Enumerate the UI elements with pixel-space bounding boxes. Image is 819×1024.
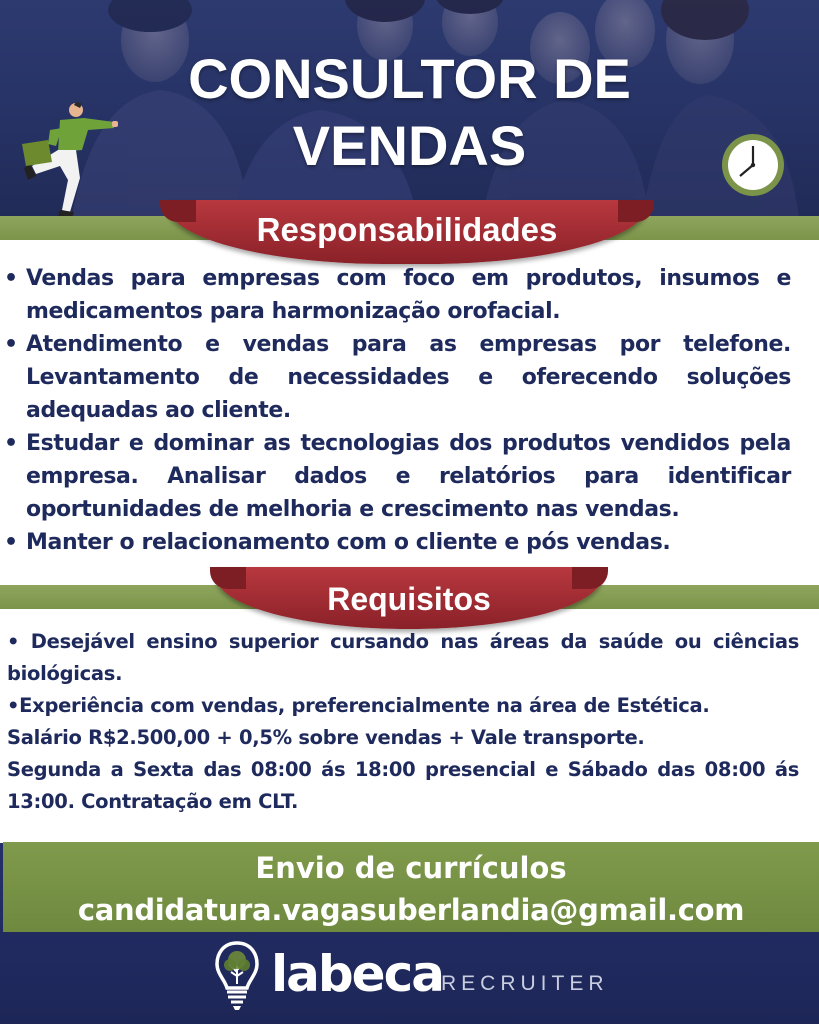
- requisitos-text: [7, 626, 799, 818]
- list-item-text: Vendas para empresas com foco em produtos, insumos e medicamentos para harmonização orofacial.: [26, 266, 791, 324]
- list-item-text: Estudar e dominar as tecnologias dos produtos vendidos pela empresa. Analisar dados e relatórios para identificar oportunidades de melhoria e crescimento nas vendas.: [26, 431, 791, 522]
- brand-logo: [215, 938, 635, 1018]
- list-item-text: Manter o relacionamento com o cliente e pós vendas.: [26, 530, 671, 555]
- application-box: [3, 842, 819, 932]
- requisito-line: Salário R$2.500,00 + 0,5% sobre vendas + Vale transporte.: [7, 726, 645, 749]
- application-title: Envio de currículos: [255, 851, 567, 885]
- list-item: [0, 328, 819, 427]
- requisito-line: Segunda a Sexta das 08:00 ás 18:00 presencial e Sábado das 08:00 ás 13:00. Contratação em CLT.: [7, 758, 799, 813]
- bullet: •: [4, 332, 18, 357]
- section-heading-responsabilidades: Responsabilidades: [256, 211, 558, 248]
- section-ribbon-requisitos: [216, 567, 602, 629]
- list-item: [0, 427, 819, 526]
- bullet: •: [4, 530, 18, 555]
- hero-banner: [0, 0, 819, 228]
- lightbulb-tree-icon: [215, 940, 259, 1017]
- brand-subtitle: RECRUITER: [441, 972, 609, 995]
- section-heading-requisitos: Requisitos: [327, 581, 491, 617]
- requisito-line: • Desejável ensino superior cursando nas áreas da saúde ou ciências biológicas.: [7, 630, 799, 685]
- list-item: [0, 262, 819, 328]
- brand-name: labeca: [271, 945, 443, 1003]
- requisito-line: •Experiência com vendas, preferencialmente na área de Estética.: [7, 694, 710, 717]
- application-email-link[interactable]: candidatura.vagasuberlandia@gmail.com: [77, 893, 745, 927]
- job-title-line2: VENDAS: [292, 114, 527, 177]
- bullet: •: [4, 431, 18, 456]
- clock-icon: [719, 131, 787, 204]
- job-title-line1: CONSULTOR DE: [188, 47, 631, 110]
- bullet: •: [4, 266, 18, 291]
- list-item-text: Atendimento e vendas para as empresas por telefone. Levantamento de necessidades e oferecendo soluções adequadas ao cliente.: [26, 332, 791, 423]
- section-ribbon-responsabilidades: [166, 200, 648, 264]
- responsabilidades-list: [0, 262, 819, 559]
- list-item: [0, 526, 819, 559]
